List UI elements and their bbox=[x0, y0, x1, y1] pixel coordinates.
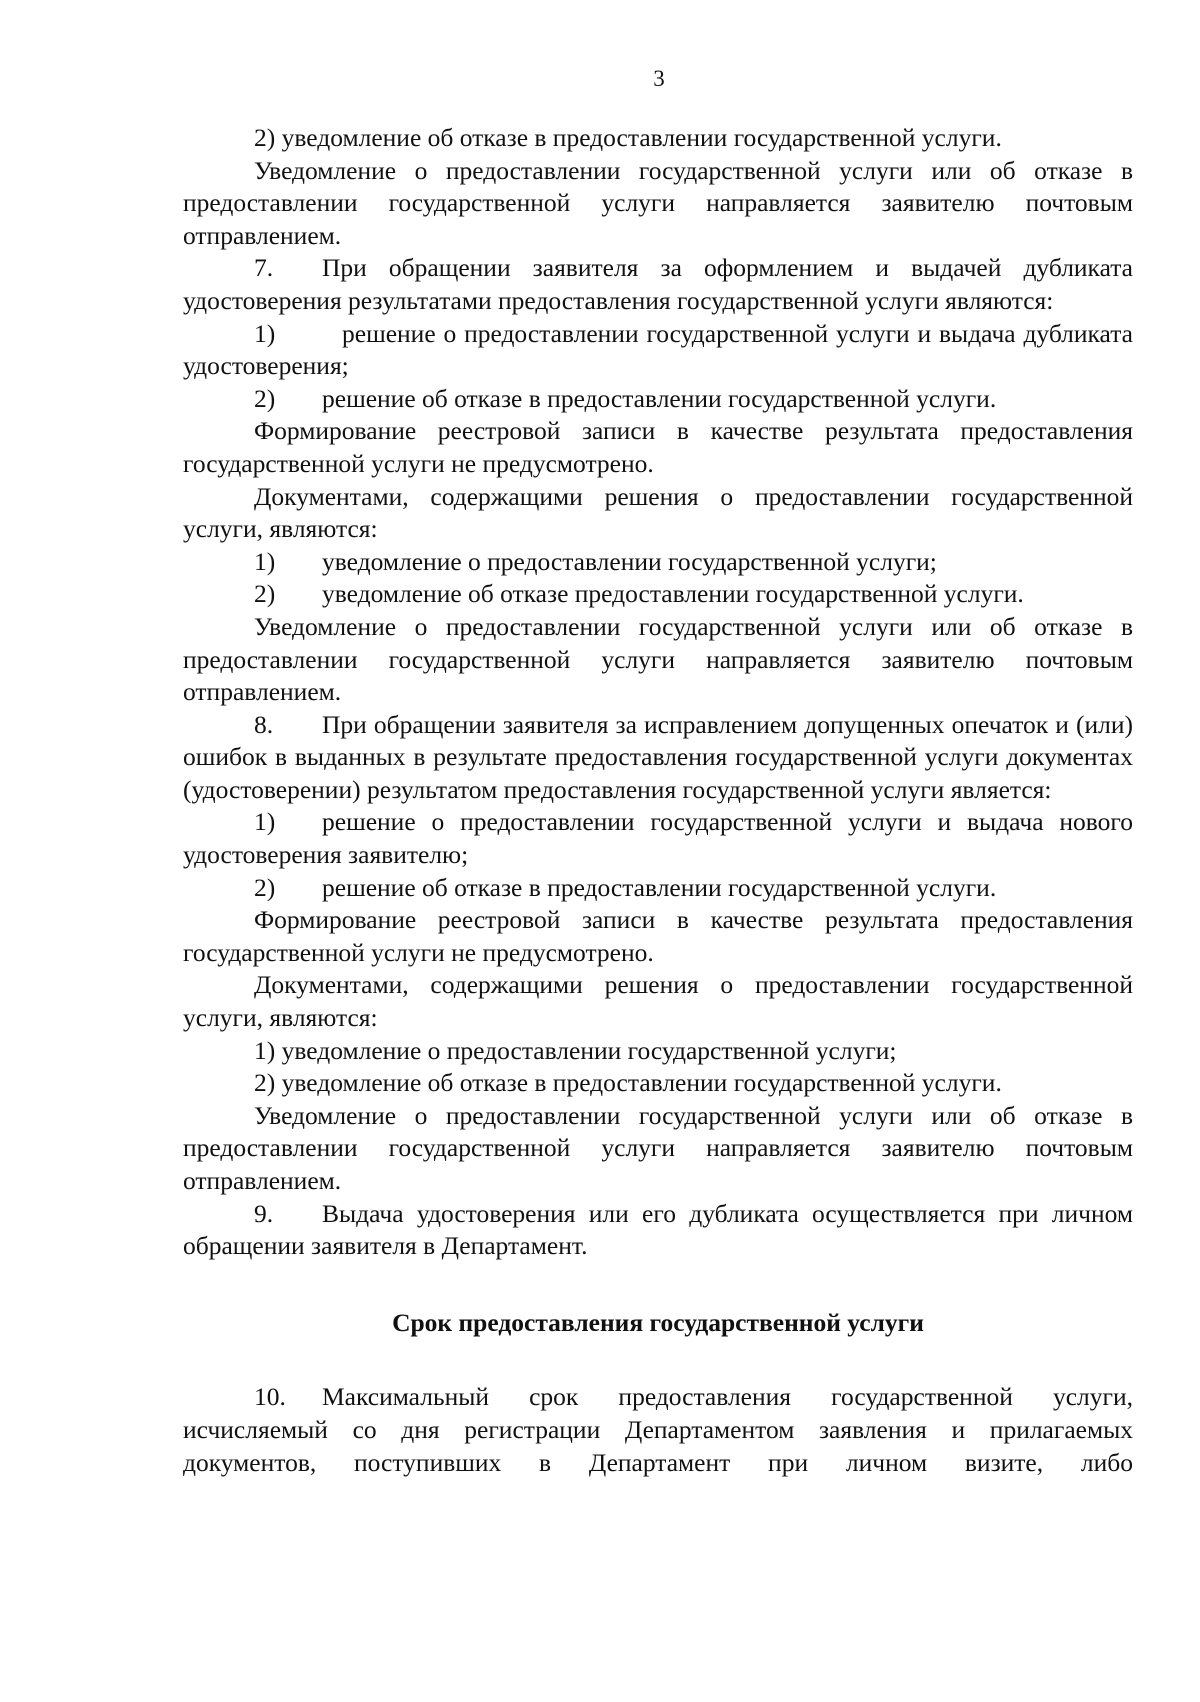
paragraph: Уведомление о предоставлении государственной услуги или об отказе в предоставлении государственной услуги направляется заявителю почтовым отправлением. bbox=[183, 155, 1133, 250]
item-number: 7. bbox=[254, 253, 274, 283]
list-item: 1) уведомление о предоставлении государственной услуги; bbox=[254, 1035, 897, 1065]
item-number: 1) bbox=[254, 807, 276, 837]
page-number: 3 bbox=[653, 66, 665, 91]
numbered-paragraph bbox=[183, 1381, 1133, 1479]
list-item bbox=[183, 318, 1133, 383]
numbered-paragraph bbox=[183, 252, 1133, 317]
list-item bbox=[183, 806, 1133, 871]
item-number: 2) bbox=[254, 579, 276, 609]
paragraph-text: Максимальный срок предоставления государственной услуги, исчисляемый со дня регистрации Департаментом заявления и прилагаемых документов, поступивших в Департамент при личном визите, либо bbox=[183, 1382, 1133, 1477]
item-number: 8. bbox=[254, 709, 274, 739]
paragraph: Документами, содержащими решения о предоставлении государственной услуги, являются: bbox=[183, 970, 1133, 1033]
document-body bbox=[183, 122, 1133, 1479]
list-item bbox=[183, 383, 1133, 416]
item-text: решение об отказе в предоставлении государственной услуги. bbox=[322, 872, 997, 902]
item-number: 2) bbox=[254, 872, 276, 902]
item-number: 1) bbox=[254, 318, 276, 348]
numbered-paragraph bbox=[183, 709, 1133, 807]
paragraph-text: Выдача удостоверения или его дубликата осуществляется при личном обращении заявителя в Департамент. bbox=[183, 1198, 1133, 1261]
paragraph: Формирование реестровой записи в качестве результата предоставления государственной услуги не предусмотрено. bbox=[183, 416, 1133, 478]
item-number: 9. bbox=[254, 1198, 274, 1228]
list-item: 2) уведомление об отказе в предоставлении государственной услуги. bbox=[254, 1068, 1002, 1098]
paragraph-text: При обращении заявителя за оформлением и выдачей дубликата удостоверения результатами предоставления государственной услуги являются: bbox=[183, 253, 1133, 315]
paragraph: Формирование реестровой записи в качестве результата предоставления государственной услуги не предусмотрено. bbox=[183, 905, 1133, 967]
section-heading: Срок предоставления государственной услуги bbox=[392, 1307, 924, 1337]
item-text: решение о предоставлении государственной услуги и выдача нового удостоверения заявителю; bbox=[183, 807, 1133, 870]
item-text: уведомление об отказе предоставлении государственной услуги. bbox=[322, 579, 1024, 609]
list-item bbox=[183, 546, 1133, 579]
list-item bbox=[183, 872, 1133, 905]
paragraph: 2) уведомление об отказе в предоставлении государственной услуги. bbox=[254, 123, 1002, 152]
list-item bbox=[183, 578, 1133, 611]
paragraph: Документами, содержащими решения о предоставлении государственной услуги, являются: bbox=[183, 481, 1133, 544]
item-number: 10. bbox=[254, 1382, 286, 1412]
item-text: решение об отказе в предоставлении государственной услуги. bbox=[322, 383, 997, 413]
item-text: решение о предоставлении государственной услуги и выдача дубликата удостоверения; bbox=[183, 318, 1133, 381]
paragraph-text: При обращении заявителя за исправлением допущенных опечаток и (или) ошибок в выданных в результате предоставления государственной услуги документах (удостоверении) результатом предоставления государственной услуги является: bbox=[183, 709, 1133, 804]
item-number: 2) bbox=[254, 383, 276, 413]
item-text: уведомление о предоставлении государственной услуги; bbox=[322, 546, 937, 576]
paragraph: Уведомление о предоставлении государственной услуги или об отказе в предоставлении государственной услуги направляется заявителю почтовым отправлением. bbox=[183, 1100, 1133, 1195]
numbered-paragraph bbox=[183, 1198, 1133, 1263]
paragraph: Уведомление о предоставлении государственной услуги или об отказе в предоставлении государственной услуги направляется заявителю почтовым отправлением. bbox=[183, 611, 1133, 707]
item-number: 1) bbox=[254, 546, 276, 576]
